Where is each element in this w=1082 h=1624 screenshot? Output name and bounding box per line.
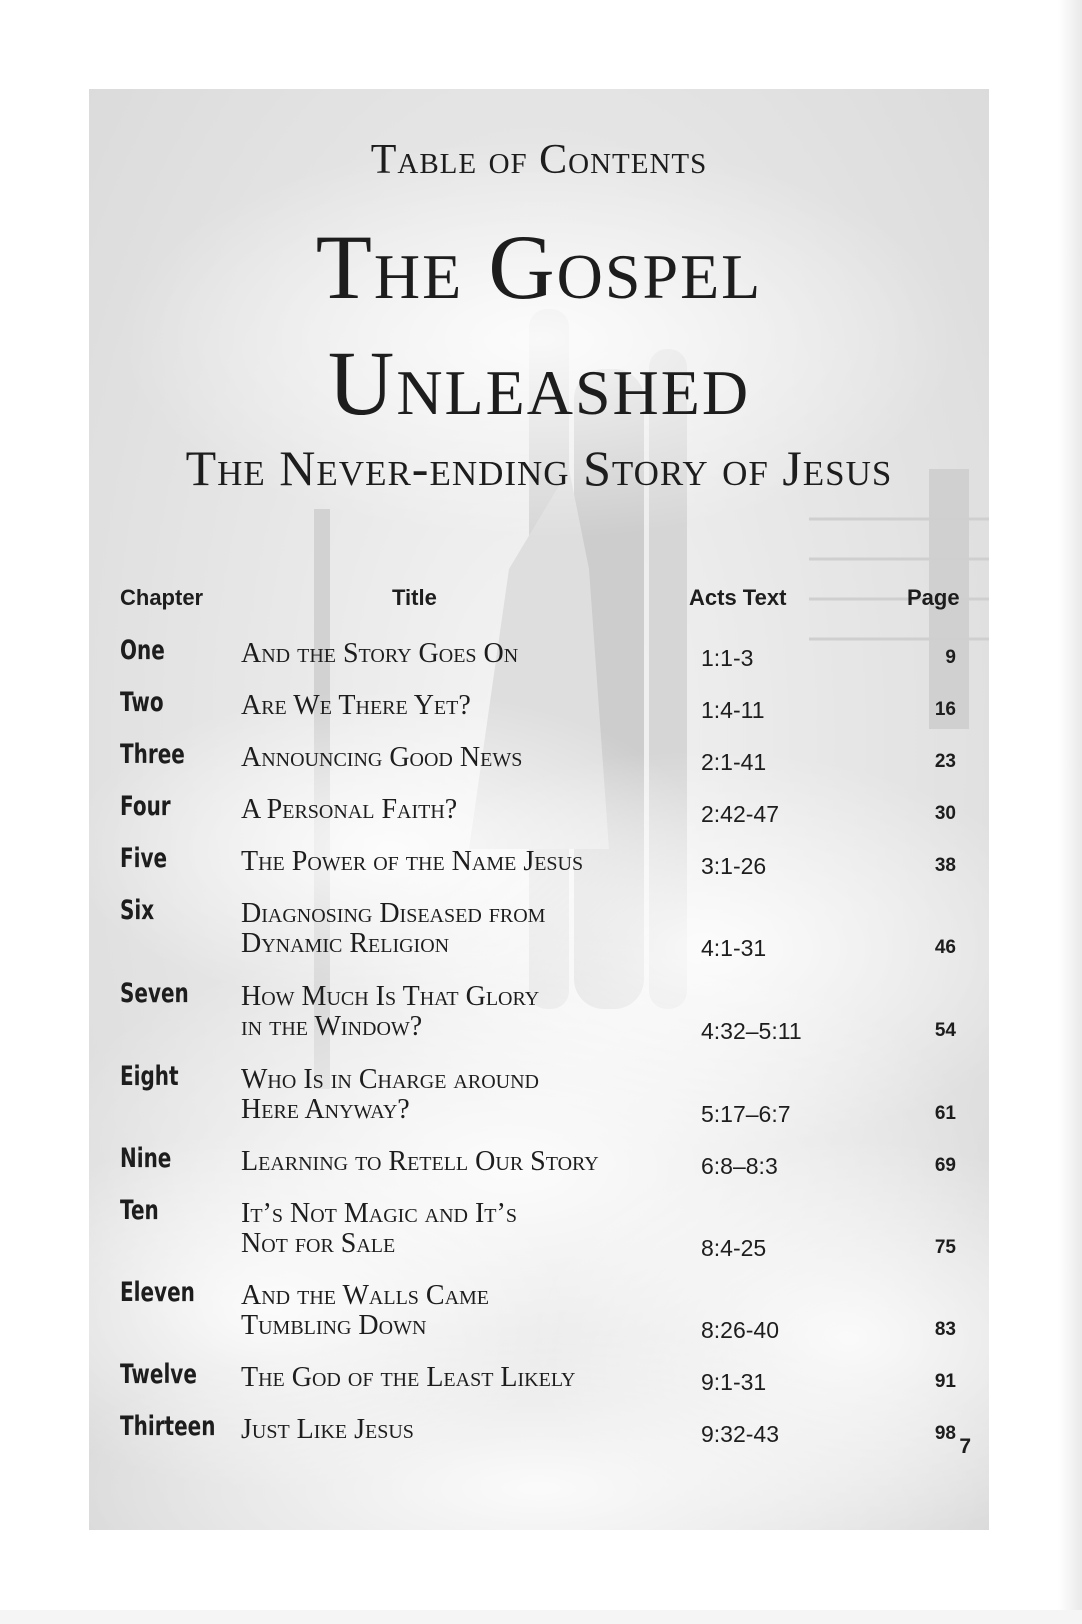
- page-bottom-margin: [0, 1610, 1082, 1624]
- page-number: 83: [934, 1319, 956, 1340]
- book-subtitle: The Never-ending Story of Jesus: [185, 440, 893, 496]
- chapter-title: The God of the Least Likely: [241, 1362, 576, 1393]
- chapter-number: Two: [120, 687, 164, 718]
- page-number: 38: [934, 855, 956, 876]
- folio-page-number: 7: [959, 1435, 971, 1458]
- chapter-number: Six: [120, 895, 155, 926]
- page-number: 54: [934, 1020, 956, 1041]
- column-header-page: Page: [907, 585, 960, 610]
- chapter-title: Learning to Retell Our Story: [241, 1146, 599, 1177]
- acts-reference: 4:1-31: [701, 935, 767, 961]
- chapter-title: And the Story Goes On: [241, 638, 519, 669]
- page-number: 61: [934, 1103, 956, 1124]
- chapter-title: Announcing Good News: [241, 742, 523, 773]
- chapter-number: Three: [120, 739, 185, 770]
- book-title: [89, 209, 989, 441]
- chapter-number: Seven: [120, 978, 189, 1009]
- page-number: 23: [934, 751, 956, 772]
- chapter-number: Thirteen: [120, 1411, 216, 1442]
- page-number: 46: [934, 937, 956, 958]
- toc-page: [89, 89, 989, 1530]
- acts-reference: 4:32–5:11: [701, 1018, 802, 1044]
- chapter-title: Diagnosing Diseased from Dynamic Religion: [241, 898, 546, 959]
- page-number: 98: [934, 1423, 956, 1444]
- chapter-title: It’s Not Magic and It’s Not for Sale: [241, 1198, 517, 1259]
- column-header-acts-text: Acts Text: [689, 585, 787, 610]
- chapter-title: A Personal Faith?: [241, 794, 458, 825]
- acts-reference: 2:1-41: [701, 749, 767, 775]
- chapter-title: The Power of the Name Jesus: [241, 846, 584, 877]
- acts-reference: 1:4-11: [701, 697, 765, 723]
- chapter-number: Eleven: [120, 1277, 195, 1308]
- chapter-number: Eight: [120, 1061, 179, 1092]
- book-title-line-1: The Gospel: [315, 216, 763, 318]
- chapter-title: And the Walls Came Tumbling Down: [241, 1280, 490, 1341]
- toc-heading: Table of Contents: [370, 137, 708, 183]
- acts-reference: 8:4-25: [701, 1235, 767, 1261]
- chapter-number: One: [120, 635, 165, 666]
- chapter-title: How Much Is That Glory in the Window?: [241, 981, 540, 1042]
- page-number: 16: [934, 699, 956, 720]
- page-number: 69: [934, 1155, 956, 1176]
- acts-reference: 1:1-3: [701, 645, 754, 671]
- chapter-title: Just Like Jesus: [241, 1414, 414, 1445]
- acts-reference: 2:42-47: [701, 801, 780, 827]
- page-edge-shadow: [1058, 0, 1082, 1624]
- page-number: 9: [945, 647, 956, 668]
- chapter-number: Twelve: [120, 1359, 197, 1390]
- chapter-number: Nine: [120, 1143, 172, 1174]
- column-header-chapter: Chapter: [120, 585, 204, 610]
- page-number: 75: [934, 1237, 956, 1258]
- acts-reference: 9:32-43: [701, 1421, 780, 1447]
- acts-reference: 5:17–6:7: [701, 1101, 791, 1127]
- chapter-number: Four: [120, 791, 171, 822]
- acts-reference: 8:26-40: [701, 1317, 780, 1343]
- column-header-title: Title: [392, 585, 437, 610]
- chapter-title: Who Is in Charge around Here Anyway?: [241, 1064, 539, 1125]
- acts-reference: 6:8–8:3: [701, 1153, 778, 1179]
- page-number: 30: [934, 803, 956, 824]
- acts-reference: 3:1-26: [701, 853, 767, 879]
- chapter-number: Ten: [120, 1195, 159, 1226]
- page-number: 91: [934, 1371, 956, 1392]
- chapter-number: Five: [120, 843, 168, 874]
- chapter-title: Are We There Yet?: [241, 690, 471, 721]
- acts-reference: 9:1-31: [701, 1369, 767, 1395]
- book-title-line-2: Unleashed: [327, 332, 751, 434]
